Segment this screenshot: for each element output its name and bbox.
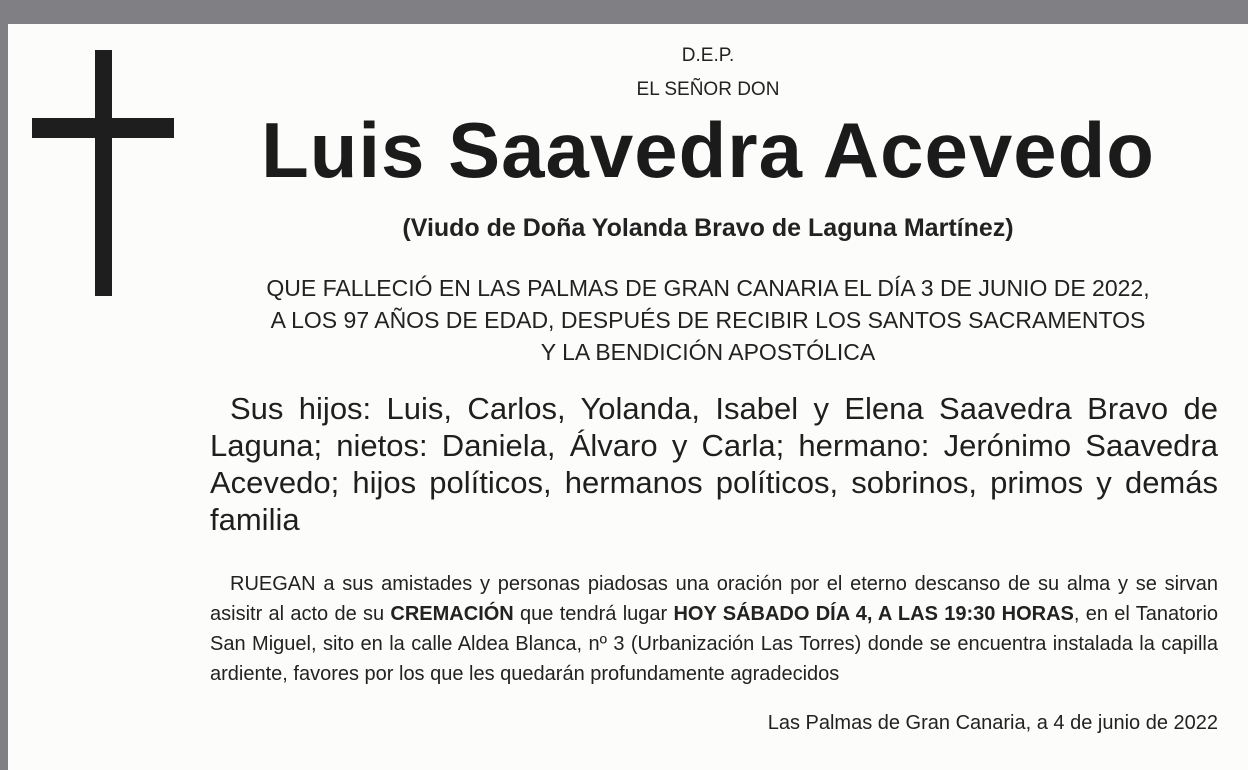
widow-line: (Viudo de Doña Yolanda Bravo de Laguna Martínez) bbox=[402, 214, 1014, 242]
request-text: RUEGAN a sus amistades y personas piadosas una oración por el eterno descanso de su alma y se sirvan asisitr al acto de su bbox=[210, 573, 1218, 625]
decease-line: A LOS 97 AÑOS DE EDAD, DESPUÉS DE RECIBIR LOS SANTOS SACRAMENTOS bbox=[270, 307, 1146, 333]
request-text: , en el Tanatorio San Miguel, sito en la calle Aldea Blanca, nº 3 (Urbanización Las Torres) donde se encuentra instalada la capilla ardiente, favores por los que les quedarán profundamente agradecidos bbox=[210, 603, 1219, 685]
obituary-notice bbox=[8, 24, 1248, 770]
decease-info bbox=[178, 272, 1238, 368]
family-paragraph: Sus hijos: Luis, Carlos, Yolanda, Isabel y Elena Saavedra Bravo de Laguna; nietos: Daniela, Álvaro y Carla; hermano: Jerónimo Saavedra Acevedo; hijos políticos, hermanos políticos, sobrinos, primos y demás familia bbox=[210, 391, 1218, 537]
title-line: EL SEÑOR DON bbox=[636, 79, 780, 100]
cross-icon-bar bbox=[32, 118, 174, 138]
ceremony-datetime: HOY SÁBADO DÍA 4, A LAS 19:30 HORAS bbox=[673, 603, 1074, 625]
deceased-name: Luis Saavedra Acevedo bbox=[261, 106, 1155, 194]
cross-icon bbox=[95, 50, 112, 296]
decease-line: QUE FALLECIÓ EN LAS PALMAS DE GRAN CANARIA EL DÍA 3 DE JUNIO DE 2022, bbox=[266, 275, 1150, 301]
dep-heading: D.E.P. bbox=[681, 45, 735, 66]
ceremony-type: CREMACIÓN bbox=[390, 603, 514, 625]
place-date-signature: Las Palmas de Gran Canaria, a 4 de junio de 2022 bbox=[767, 712, 1218, 734]
decease-line: Y LA BENDICIÓN APOSTÓLICA bbox=[540, 339, 876, 365]
request-text: que tendrá lugar bbox=[513, 603, 674, 625]
request-paragraph bbox=[210, 569, 1218, 689]
